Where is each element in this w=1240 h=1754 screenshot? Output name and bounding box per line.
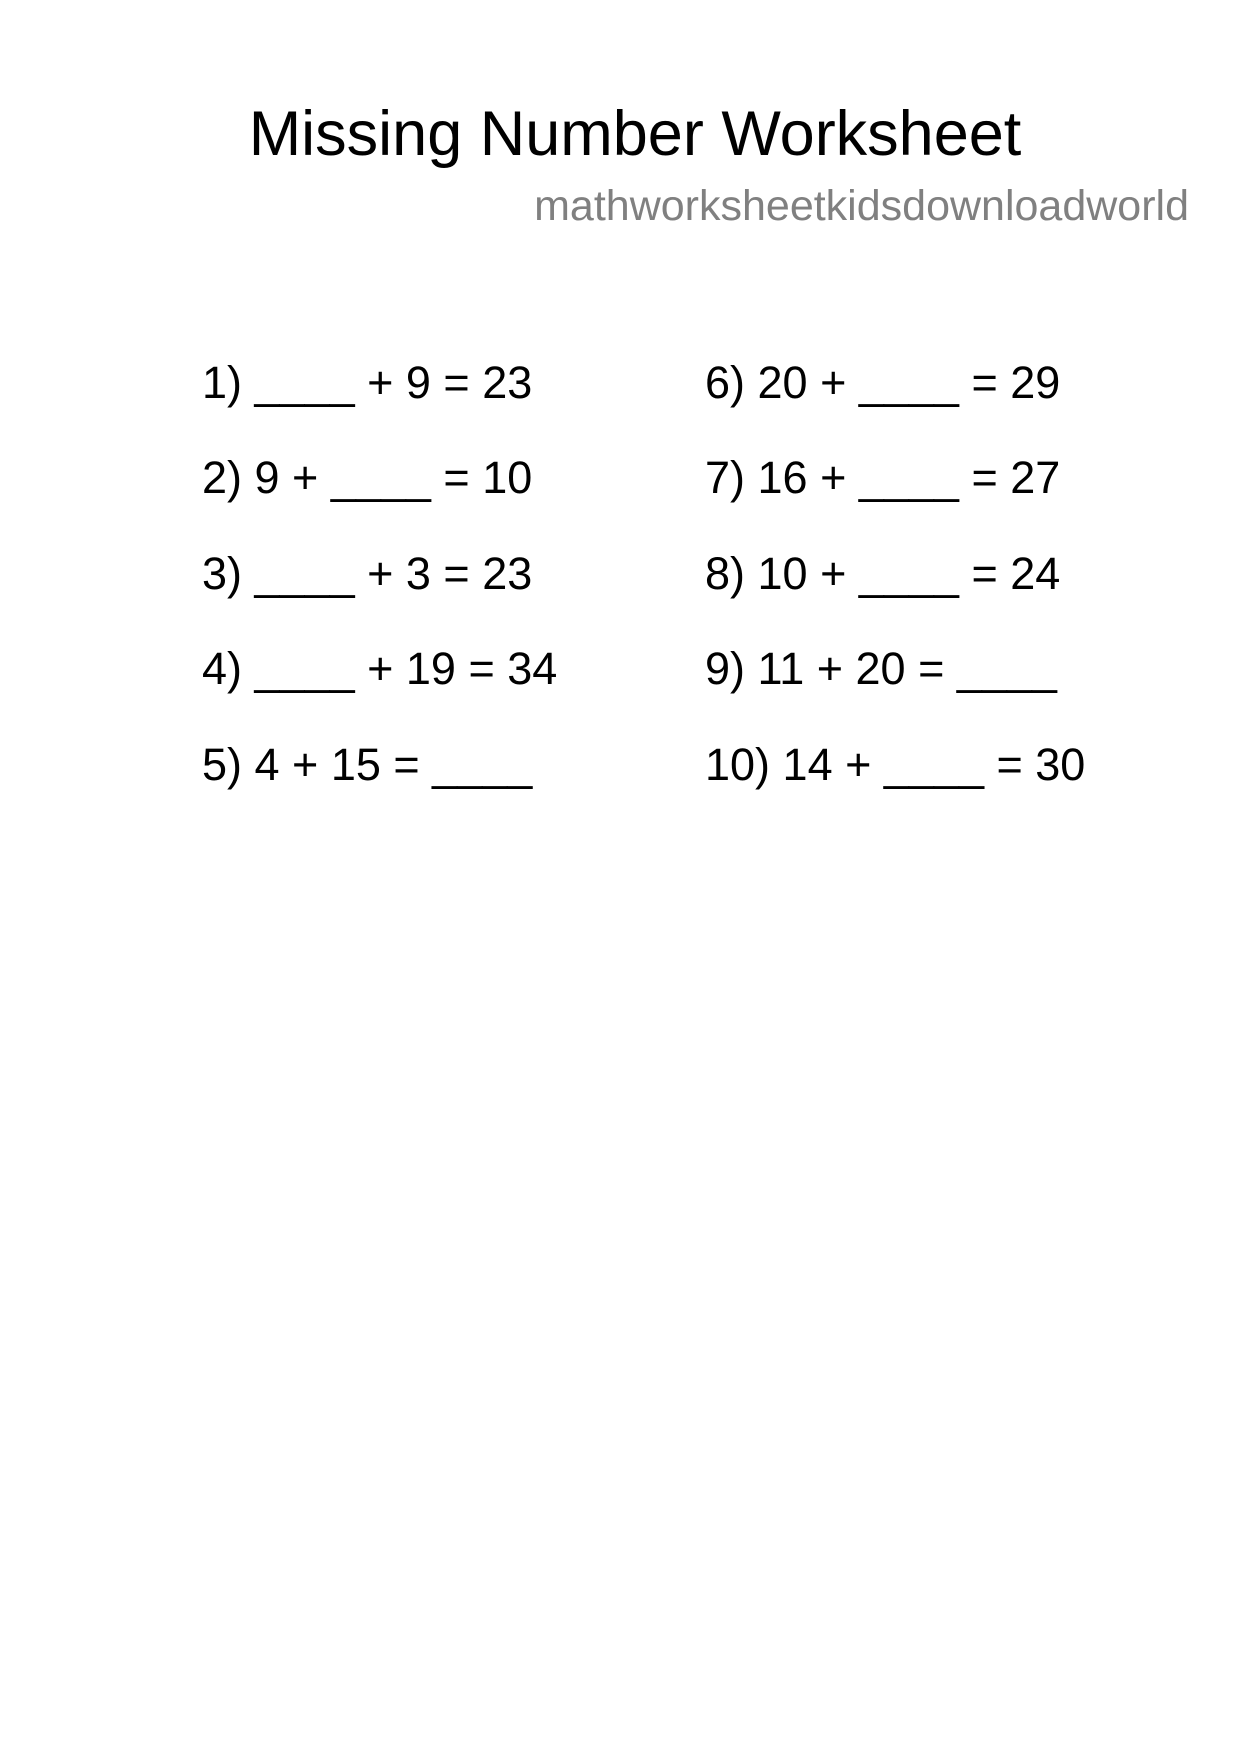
problem-9: 9) 11 + 20 = ____ [705, 643, 1057, 694]
problem-5: 5) 4 + 15 = ____ [202, 739, 533, 790]
problem-3: 3) ____ + 3 = 23 [202, 548, 533, 599]
worksheet-title: Missing Number Worksheet [248, 99, 1022, 169]
problem-10: 10) 14 + ____ = 30 [705, 739, 1086, 790]
problem-2: 2) 9 + ____ = 10 [202, 452, 533, 503]
problem-8: 8) 10 + ____ = 24 [705, 548, 1061, 599]
problem-7: 7) 16 + ____ = 27 [705, 452, 1061, 503]
problem-6: 6) 20 + ____ = 29 [705, 357, 1061, 408]
problem-4: 4) ____ + 19 = 34 [202, 643, 558, 694]
watermark: mathworksheetkidsdownloadworld [534, 182, 1189, 230]
problem-1: 1) ____ + 9 = 23 [202, 357, 533, 408]
